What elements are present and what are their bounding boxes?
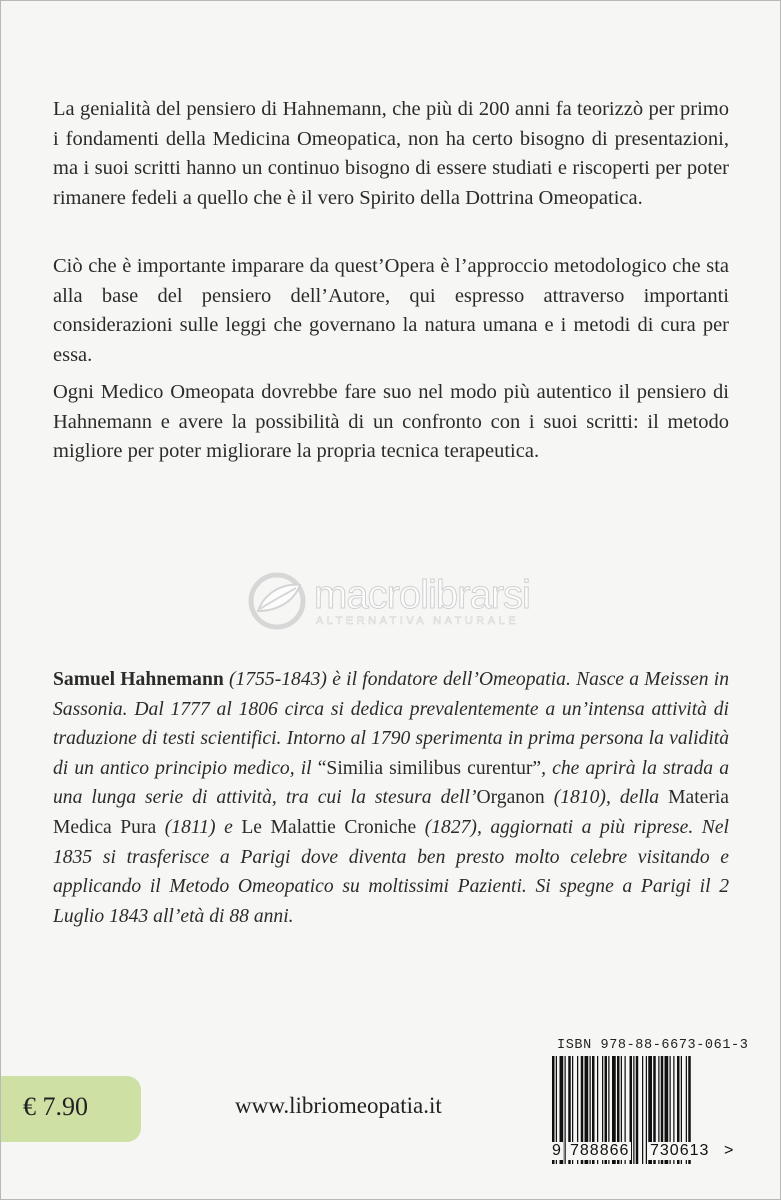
- leaf-logo-icon: [244, 571, 310, 631]
- price-label: € 7.90: [23, 1092, 88, 1121]
- bio-text-3: (1810), della: [544, 787, 669, 809]
- bio-title-organon: Organon: [476, 787, 545, 809]
- bio-title-malattie-croniche: Le Malattie Croniche: [241, 816, 417, 838]
- intro-paragraph-2: Ciò che è importante imparare da quest’Opera è l’approccio metodologico che sta alla base del pensiero dell’Autore, qui espresso attraverso importanti considerazioni sulle leggi che governano la natura umana e i metodi di cura per essa.: [53, 255, 729, 366]
- bio-text-1: (1755-1843) è il fondatore dell’Omeopatia. Nasce a Meissen in Sassonia. Dal 1777 al 1806 circa si dedica prevalentemente a un’intensa attività di traduzione di testi scientifici. Intorno al 1790 sperimenta in prima persona la validità di un antico principio medico, il: [53, 669, 729, 779]
- intro-paragraph-1: La genialità del pensiero di Hahnemann, che più di 200 anni fa teorizzò per primo i fondamenti della Medicina Omeopatica, non ha certo bisogno di presentazioni, ma i suoi scritti hanno un continuo bisogno di essere studiati e riscoperti per poter rimanere fedeli a quello che è il vero Spirito della Dottrina Omeopatica.: [53, 98, 729, 209]
- watermark-tagline: ALTERNATIVA NATURALE: [316, 615, 520, 627]
- barcode-first-digit: 9: [552, 1142, 561, 1159]
- author-name: Samuel Hahnemann: [53, 669, 224, 690]
- bio-title-materia-medica: Materia Medica Pura: [53, 787, 730, 838]
- author-biography: [53, 665, 729, 931]
- barcode-arrow: >: [724, 1142, 734, 1159]
- barcode-digit-group-2: 730613: [650, 1142, 710, 1159]
- intro-paragraph-3: Ogni Medico Omeopata dovrebbe fare suo nel modo più autentico il pensiero di Hahnemann e avere la possibilità di un confronto con i suoi scritti: il metodo migliore per poter migliorare la propria tecnica terapeutica.: [53, 381, 729, 462]
- macrolibrarsi-watermark: [244, 571, 544, 635]
- watermark-brand-name: macrolibrarsi: [314, 573, 530, 617]
- publisher-website: www.libriomeopatia.it: [235, 1093, 442, 1118]
- isbn-label: ISBN 978-88-6673-061-3: [557, 1038, 749, 1053]
- bio-text-4: (1811) e: [156, 816, 242, 838]
- barcode-digit-group-1: 788866: [570, 1142, 630, 1159]
- bio-latin-quote: “Similia similibus curentur”: [317, 757, 542, 779]
- price-tag: [1, 1076, 141, 1142]
- bio-text-5: (1827), aggiornati a più riprese. Nel 1835 si trasferisce a Parigi dove diventa ben presto molto celebre visitando e applicando il Metodo Omeopatico su moltissimi Pazienti. Si spegne a Parigi il 2 Luglio 1843 all’età di 88 anni.: [53, 816, 729, 927]
- bio-text-2: , che aprirà la strada a una lunga serie di attività, tra cui la stesura dell’: [53, 757, 729, 809]
